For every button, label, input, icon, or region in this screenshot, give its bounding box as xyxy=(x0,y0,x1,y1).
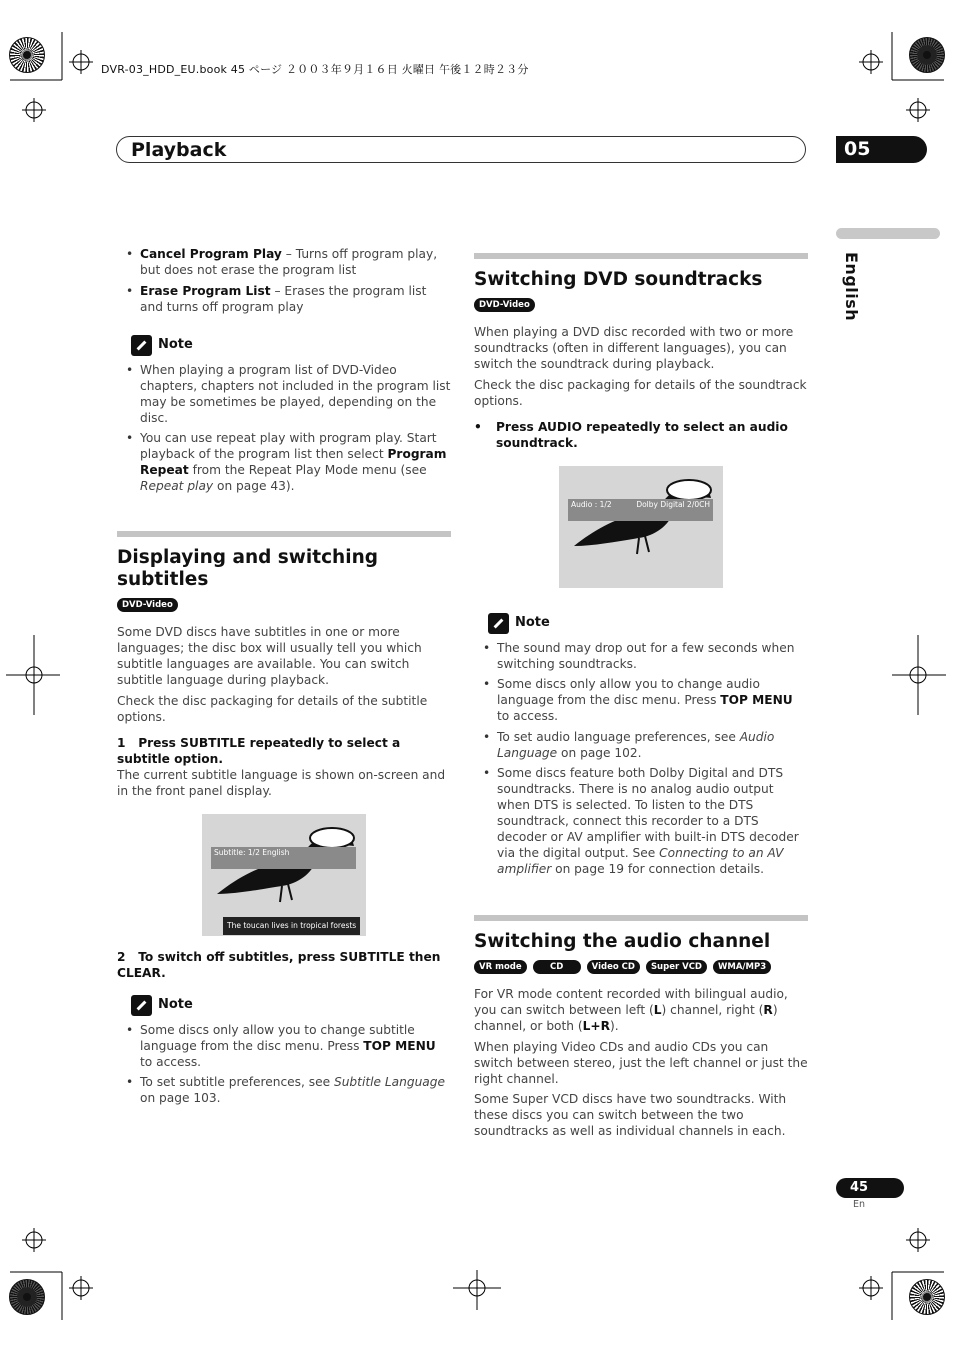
badge-dvd-video: DVD-Video xyxy=(474,298,535,312)
list-item: • The sound may drop out for a few seconds when switching soundtracks. xyxy=(474,640,808,672)
subtitle-caption: The toucan lives in tropical forests xyxy=(223,917,360,935)
step-audio: • Press AUDIO repeatedly to select an audio soundtrack. xyxy=(474,419,788,450)
paragraph: For VR mode content recorded with bilingual audio, you can switch between left (L) channel, right (R) channel, or both (L+R). xyxy=(474,987,788,1033)
paragraph: When playing Video CDs and audio CDs you can switch between stereo, just the left channel or just the right channel. xyxy=(474,1039,808,1086)
language-tab xyxy=(836,228,940,239)
left-column xyxy=(117,246,451,1111)
note-heading: Note xyxy=(131,335,451,356)
paragraph: Check the disc packaging for details of the subtitle options. xyxy=(117,693,428,724)
page-number-badge: 45 xyxy=(836,1178,904,1198)
subtitle-osd: Subtitle: 1/2 English xyxy=(211,847,356,869)
paragraph: Some Super VCD discs have two soundtracks. With these discs you can switch between the two soundtracks as well as individual channels in each. xyxy=(474,1092,787,1138)
disc-badges xyxy=(474,298,808,312)
badge-wma-mp3: WMA/MP3 xyxy=(713,960,771,974)
language-label: English xyxy=(842,252,861,322)
list-item: • Erase Program List – Erases the program list and turns off program play xyxy=(117,283,451,315)
pencil-icon xyxy=(488,613,509,634)
soundtracks-section xyxy=(474,253,808,877)
section-heading: Switching DVD soundtracks xyxy=(474,269,763,290)
paragraph: Check the disc packaging for details of the soundtrack options. xyxy=(474,377,807,408)
subtitles-section xyxy=(117,531,451,1106)
step-1: 1 Press SUBTITLE repeatedly to select a subtitle option. xyxy=(117,735,401,766)
section-title-bar xyxy=(116,136,806,163)
page-language: En xyxy=(853,1199,866,1210)
audio-channel-section xyxy=(474,915,808,1139)
badge-super-vcd: Super VCD xyxy=(646,960,707,974)
list-item: • To set subtitle preferences, see Subtitle Language on page 103. xyxy=(117,1074,451,1106)
chapter-badge xyxy=(836,136,927,163)
section-rule xyxy=(117,531,451,537)
badge-dvd-video: DVD-Video xyxy=(117,598,178,612)
note-heading: Note xyxy=(488,613,808,634)
paragraph: The current subtitle language is shown on-screen and in the front panel display. xyxy=(117,767,446,798)
pencil-icon xyxy=(131,995,152,1016)
pencil-icon xyxy=(131,335,152,356)
file-header: DVR-03_HDD_EU.book 45 ページ ２００３年９月１６日 火曜日 午後１２時２３分 xyxy=(101,63,529,76)
right-column xyxy=(474,253,808,1144)
audio-screen-illustration xyxy=(559,466,723,588)
section-heading: Displaying and switching subtitles xyxy=(117,547,378,590)
paragraph: When playing a DVD disc recorded with two or more soundtracks (often in different languages), you can switch the soundtrack during playback. xyxy=(474,325,794,371)
list-item: • Cancel Program Play – Turns off program play, but does not erase the program list xyxy=(117,246,451,278)
step-2: 2 To switch off subtitles, press SUBTITLE then CLEAR. xyxy=(117,949,441,980)
section-rule xyxy=(474,915,808,921)
toucan-illustration xyxy=(559,466,723,588)
badge-vr-mode: VR mode xyxy=(474,960,527,974)
list-item: • Some discs feature both Dolby Digital and DTS soundtracks. There is no analog audio output when DTS is selected. To listen to the DTS soundtrack, connect this recorder to a DTS decoder or AV amplifier with built-in DTS decoder via the digital output. See Connecting to an AV amplifier on page 19 for connection details. xyxy=(474,765,808,877)
section-rule xyxy=(474,253,808,259)
list-item: • To set audio language preferences, see Audio Language on page 102. xyxy=(474,729,808,761)
section-heading: Switching the audio channel xyxy=(474,931,771,952)
disc-badges xyxy=(474,960,808,974)
list-item: • Some discs only allow you to change audio language from the disc menu. Press TOP MENU to access. xyxy=(474,676,808,724)
section-title: Playback xyxy=(131,139,227,161)
note-heading: Note xyxy=(131,995,451,1016)
chapter-number: 05 xyxy=(844,138,871,160)
disc-badges xyxy=(117,598,451,612)
badge-video-cd: Video CD xyxy=(587,960,640,974)
badge-cd: CD xyxy=(533,960,581,974)
list-item: • When playing a program list of DVD-Video chapters, chapters not included in the program list may be sometimes be played, depending on the disc. xyxy=(117,362,451,426)
subtitle-screen-illustration xyxy=(202,814,366,936)
audio-osd: Audio : 1/2 Dolby Digital 2/0CH xyxy=(568,499,713,521)
list-item: • Some discs only allow you to change subtitle language from the disc menu. Press TOP MENU to access. xyxy=(117,1022,451,1070)
list-item: • You can use repeat play with program play. Start playback of the program list then select Program Repeat from the Repeat Play Mode menu (see Repeat play on page 43). xyxy=(117,430,451,494)
paragraph: Some DVD discs have subtitles in one or more languages; the disc box will usually tell you which subtitle languages are available. You can switch subtitle language during playback. xyxy=(117,625,422,687)
